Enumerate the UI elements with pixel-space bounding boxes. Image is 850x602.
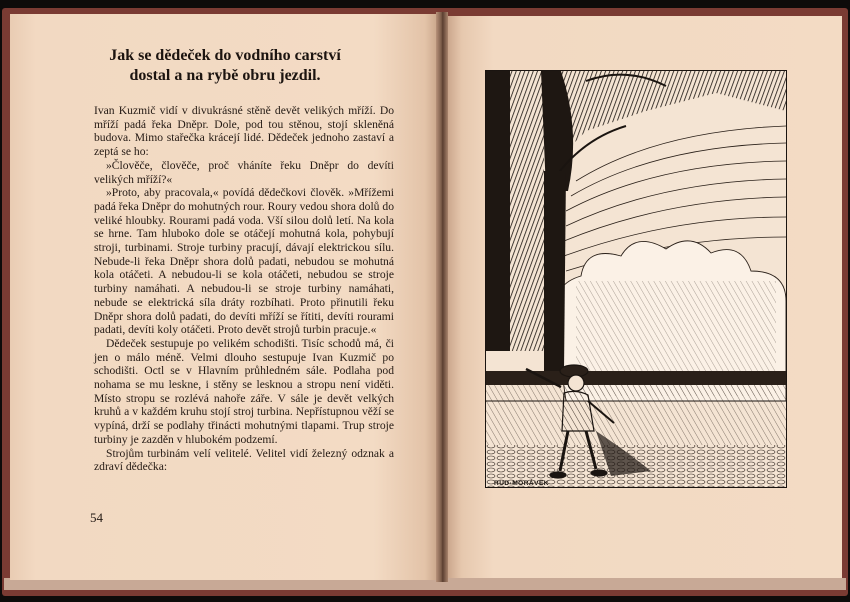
illustration-dam [485,70,787,488]
paragraph-4: Dědeček sestupuje po velikém schodišti. Tisíc schodů má, či jen o málo méně. Velmi dlouho sestupuje Ivan Kuzmič po schodišti. Octl se v Hlavním průhledném sále. Podlaha pod nohama se mu leskne, i stěny se lesknou a stropu není viděti. Místo stropu se rozlévá nahoře záře. V sále je devět velkých kruhů a v každém kruhu stojí stroj turbina. Nepřístupnou věží se vypíná, drží se podlahy třinácti mohutnými tlapami. Trup stroje turbiny je zazděn v hlubokém podzemí. [94,336,394,446]
body-text [94,104,394,474]
paragraph-2: »Člověče, člověče, proč vháníte řeku Dněpr do devíti velikých mříží?« [94,158,394,186]
page-number: 54 [90,510,103,525]
chapter-title [80,46,370,86]
paragraph-3: »Proto, aby pracovala,« povídá dědečkovi člověk. »Mřížemi padá řeka Dněpr do mohutných rour. Roury vedou shora dolů do veliké hloubky. Rourami padá voda. Vší silou dolů letí. Na kola se hrne. Tam hluboko dole se otáčejí mohutná kola, pohybují stroji, turbinami. Stroje turbiny pracují, dávají elektrickou sílu. Nebude-li řeka Dněpr shora dolů padati, nebudou se mohutná kola otáčeti. A nebudou-li se kola otáčeti, nebudou se stroje turbiny namáhati. A nebudou-li se stroje turbiny namáhati, nebude se elektrická síla dráty rozbíhati. Proto přinutili řeku Dněpr shora dolů padati, do devíti mříží se řítiti, devíti rourami padati, devíti koly otáčeti. Proto devět strojů turbin pracuje.« [94,186,394,337]
chapter-title-line-1: Jak se dědeček do vodního carství [109,47,341,64]
dam-engraving-graphic [486,71,786,487]
book-gutter [436,12,448,582]
artist-signature: RUD·MORÁVEK [494,480,549,487]
paragraph-5: Strojům turbinám velí velitelé. Velitel vidí železný odznak a zdraví dědečka: [94,446,394,474]
paragraph-1: Ivan Kuzmič vidí v divukrásné stěně devět velikých mříží. Do mříží padá řeka Dněpr. Dole, pod tou stěnou, stojí skleněná budova. Mimo stařečka krácejí lidé. Dědeček jednoho zastaví a zeptá se ho: [94,104,394,159]
chapter-title-line-2: dostal a na rybě obru jezdil. [129,67,321,84]
